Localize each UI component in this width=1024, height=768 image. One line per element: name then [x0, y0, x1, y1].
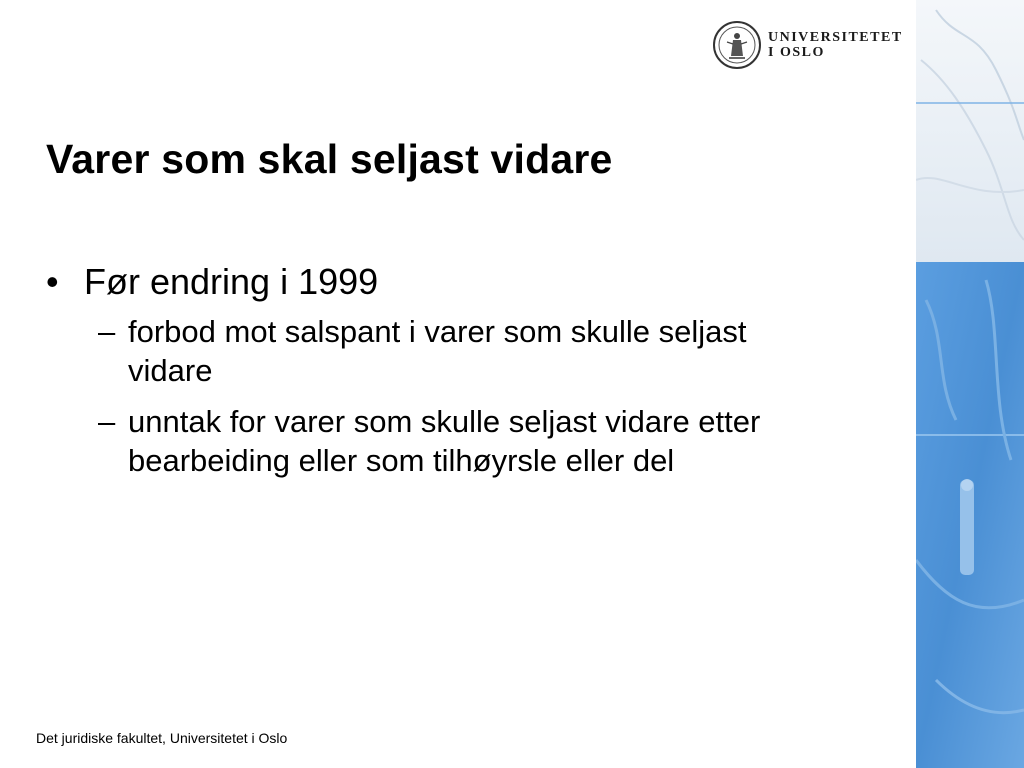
subbullet-item-1	[44, 312, 778, 390]
slide-body	[44, 260, 874, 480]
bullet-item	[44, 260, 874, 304]
university-seal-icon	[712, 20, 762, 70]
subbullet-text-1: forbod mot salspant i varer som skulle seljast vidare	[128, 314, 747, 388]
subbullet-item-2	[44, 402, 778, 480]
dash-marker: –	[98, 404, 116, 439]
university-logo	[712, 20, 903, 70]
slide-footer: Det juridiske fakultet, Universitetet i Oslo	[36, 730, 288, 746]
decorative-side-panel	[916, 0, 1024, 768]
dash-marker: –	[98, 314, 116, 349]
logo-wordmark	[768, 30, 903, 60]
subbullet-text-2: unntak for varer som skulle seljast vidare etter bearbeiding eller som tilhøyrsle eller del	[128, 404, 761, 478]
logo-line-2: I OSLO	[768, 45, 825, 60]
logo-line-1: UNIVERSITETET	[768, 30, 903, 45]
bullet-text: Før endring i 1999	[84, 261, 379, 302]
bullet-marker: •	[46, 261, 59, 302]
slide-title: Varer som skal seljast vidare	[46, 136, 613, 182]
